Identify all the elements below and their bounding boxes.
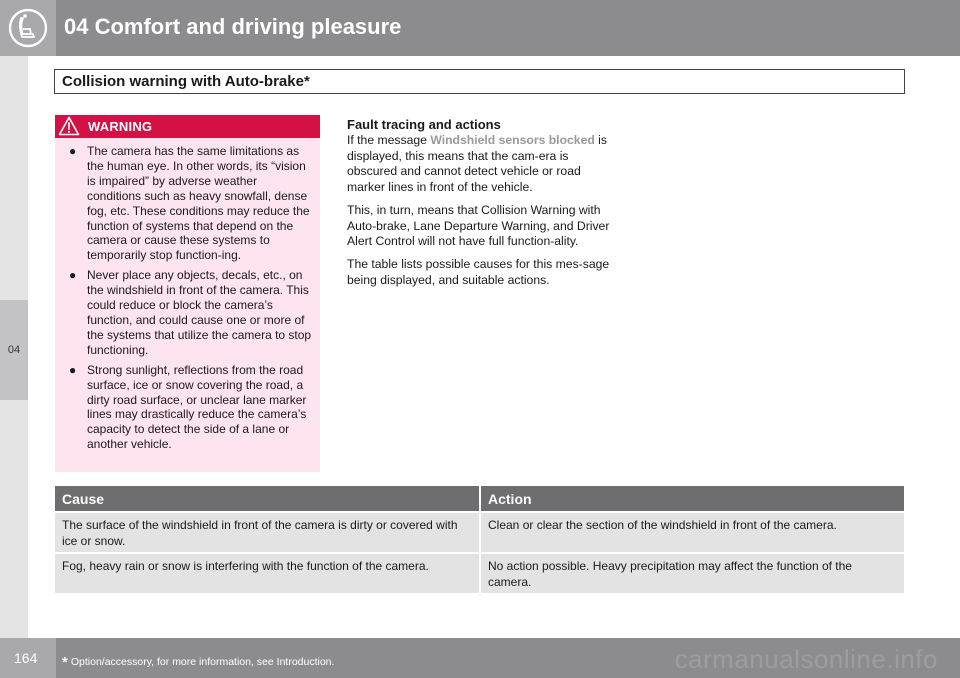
footnote (62, 652, 334, 669)
fault-tracing-section (347, 117, 617, 295)
fault-paragraph-3: The table lists possible causes for this mes-sage being displayed, and suitable actions. (347, 256, 610, 287)
table-header-row (55, 486, 904, 511)
fault-heading: Fault tracing and actions (347, 117, 501, 132)
warning-item (69, 144, 312, 263)
table-row (55, 511, 904, 552)
page-footer (0, 638, 960, 678)
watermark: carmanualsonline.info (674, 644, 938, 674)
warning-box (55, 115, 320, 472)
chapter-tab-label: 04 (7, 344, 21, 356)
fault-text-suffix: is displayed, this means that the cam-era is obscured and cannot detect vehicle or road marker lines in front of the vehicle. (347, 133, 607, 195)
bullet-icon: ● (69, 144, 77, 158)
column-divider (479, 554, 481, 593)
display-message: Windshield sensors blocked (430, 133, 595, 147)
action-cell: Clean or clear the section of the windshield in front of the camera. (488, 518, 837, 532)
section-title-bar (54, 69, 905, 94)
footnote-text: Option/accessory, for more information, see Introduction. (70, 656, 335, 668)
warning-item-text: Never place any objects, decals, etc., on the windshield in front of the camera. This could reduce or block the camera’s function, and could cause one or more of the systems that utilize the camera to stop functioning. (87, 268, 312, 357)
bullet-icon: ● (69, 362, 77, 377)
page-number: 164 (14, 650, 38, 666)
footnote-star: * (62, 654, 68, 671)
column-header-action: Action (488, 491, 532, 507)
chapter-header (0, 0, 960, 56)
fault-text-prefix: If the message (347, 133, 431, 147)
chapter-tab (0, 300, 28, 400)
chapter-title: 04 Comfort and driving pleasure (64, 14, 402, 39)
cause-cell: The surface of the windshield in front of the camera is dirty or covered with ice or snow. (62, 518, 458, 548)
warning-item-text: Strong sunlight, reflections from the road surface, ice or snow covering the road, a dirty road surface, or unclear lane marker lines may drastically reduce the camera’s capacity to detect the side of a lane or another vehicle. (87, 362, 307, 452)
table-row (55, 552, 904, 593)
chapter-icon-box (0, 0, 56, 56)
bullet-icon: ● (69, 268, 77, 283)
warning-item-text: The camera has the same limitations as the human eye. In other words, its “vision is impaired” by adverse weather conditions such as heavy snowfall, dense fog, etc. These conditions may reduce the function of systems that depend on the camera or cause these systems to temporarily stop function-ing. (87, 144, 310, 263)
warning-item (69, 268, 312, 357)
cause-action-table (55, 486, 904, 593)
warning-title: WARNING (88, 119, 153, 134)
column-divider (479, 486, 481, 511)
warning-item (69, 363, 312, 452)
column-header-cause: Cause (62, 491, 105, 507)
warning-header (55, 115, 320, 138)
fault-paragraph-1 (347, 133, 617, 196)
section-title: Collision warning with Auto-brake* (62, 73, 310, 90)
seat-icon (8, 8, 48, 48)
warning-list (69, 144, 312, 457)
cause-cell: Fog, heavy rain or snow is interfering with the function of the camera. (62, 559, 429, 573)
warning-triangle-icon (58, 115, 80, 137)
column-divider (479, 513, 481, 552)
fault-paragraph-2: This, in turn, means that Collision Warning with Auto-brake, Lane Departure Warning, and Driver Alert Control will not have full function-ality. (347, 202, 610, 249)
action-cell: No action possible. Heavy precipitation may affect the function of the camera. (488, 559, 852, 589)
page-number-box (0, 638, 56, 678)
chapter-rail (0, 56, 28, 638)
